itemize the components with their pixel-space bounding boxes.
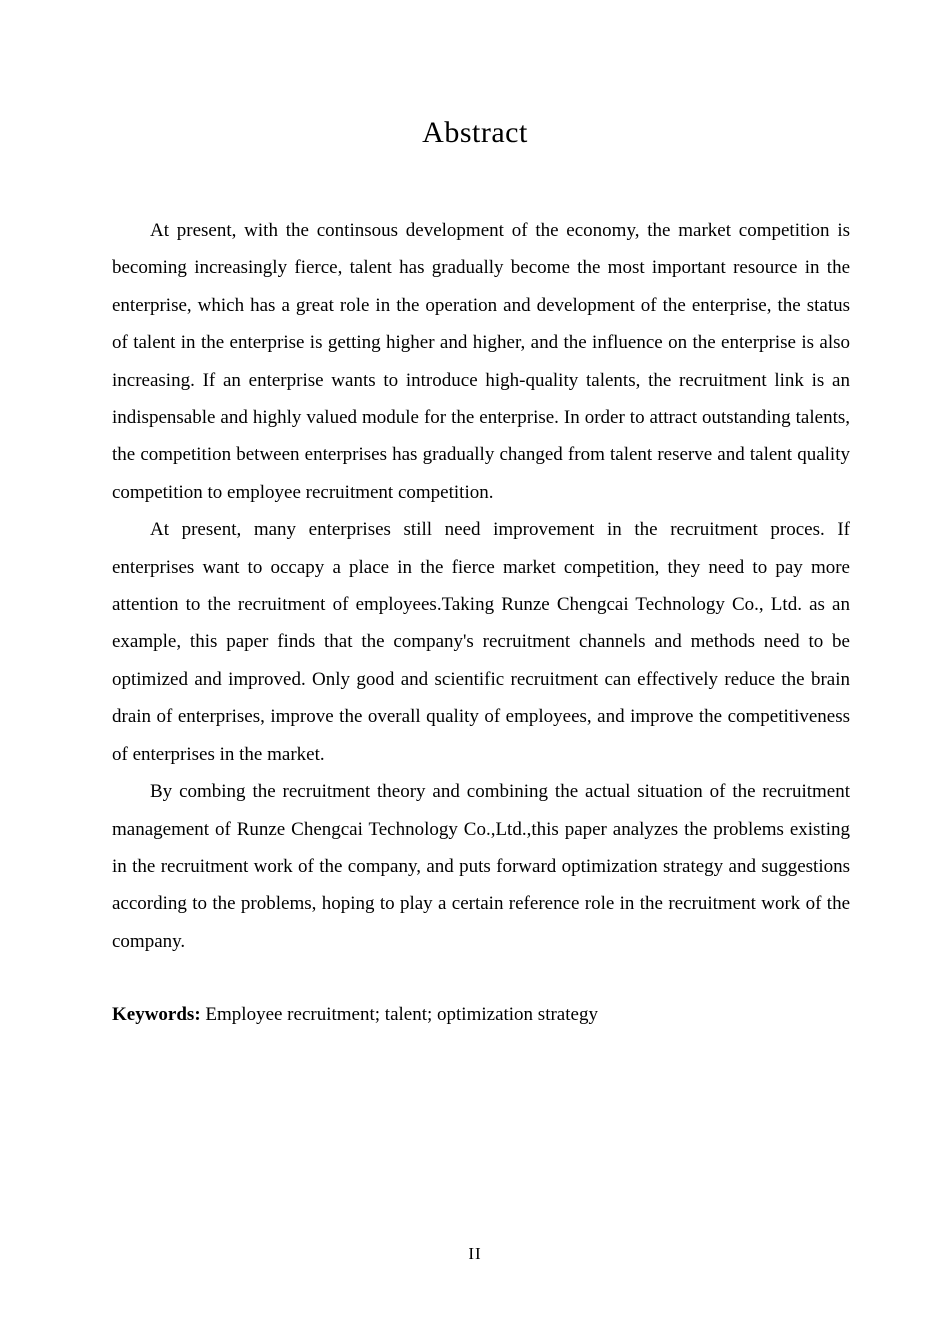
keywords-label: Keywords:: [112, 1004, 201, 1026]
abstract-body: [112, 212, 850, 1034]
abstract-paragraph-1: At present, with the continsous development of the economy, the market competition is becoming increasingly fierce, talent has gradually become the most important resource in the enterprise, which has a great role in the operation and development of the enterprise, the status of talent in the enterprise is getting higher and higher, and the influence on the enterprise is also increasing. If an enterprise wants to introduce high-quality talents, the recruitment link is an indispensable and highly valued module for the enterprise. In order to attract outstanding talents, the competition between enterprises has gradually changed from talent reserve and talent quality competition to employee recruitment competition.: [112, 220, 850, 503]
abstract-paragraph-3: By combing the recruitment theory and combining the actual situation of the recruitment management of Runze Chengcai Technology Co.,Ltd.,this paper analyzes the problems existing in the recruitment work of the company, and puts forward optimization strategy and suggestions according to the problems, hoping to play a certain reference role in the recruitment work of the company.: [112, 781, 850, 952]
page-number: II: [468, 1244, 482, 1263]
keywords-text: Employee recruitment; talent; optimization strategy: [200, 1004, 598, 1026]
abstract-paragraph-2: At present, many enterprises still need improvement in the recruitment proces. If enterprises want to occapy a place in the fierce market competition, they need to pay more attention to the recruitment of employees.Taking Runze Chengcai Technology Co., Ltd. as an example, this paper finds that the company's recruitment channels and methods need to be optimized and improved. Only good and scientific recruitment can effectively reduce the brain drain of enterprises, improve the overall quality of employees, and improve the competitiveness of enterprises in the market.: [112, 519, 850, 765]
keywords-line: [112, 996, 850, 1033]
page-title: Abstract: [422, 116, 528, 149]
